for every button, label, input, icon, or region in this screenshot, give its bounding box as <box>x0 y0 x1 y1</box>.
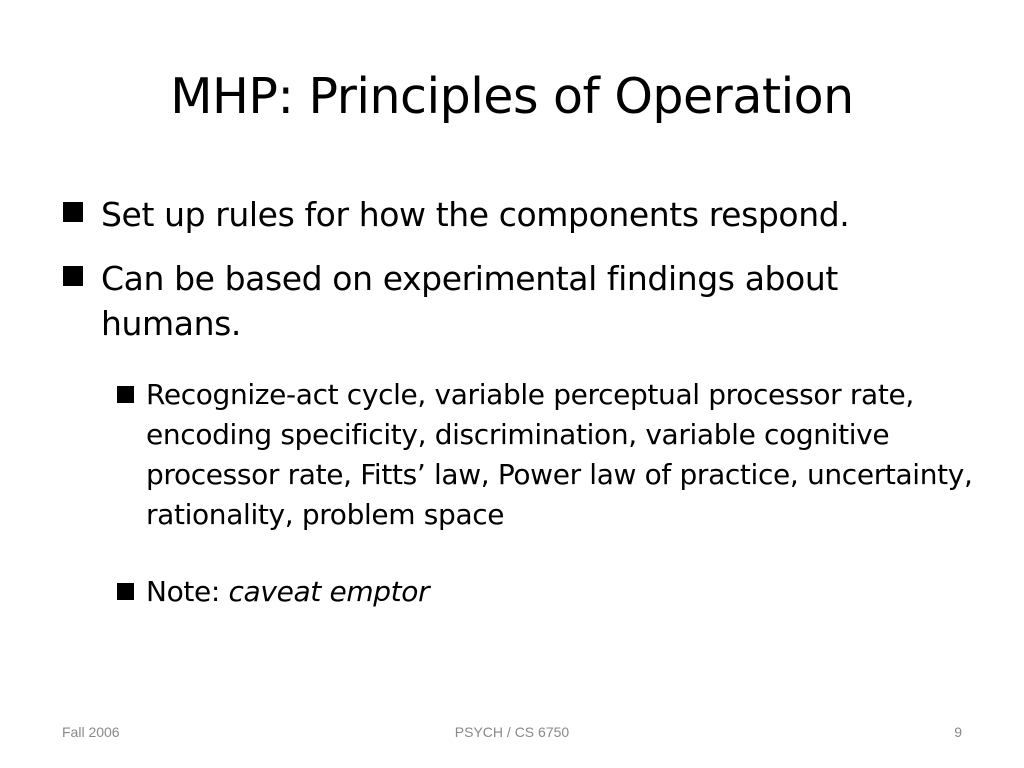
sub-bullet-text: Recognize-act cycle, variable perceptual processor rate, encoding specificity, discrimination, variable cognitive processor rate, Fitts’ law, Power law of practice, uncertainty, rationality, problem space <box>146 378 973 531</box>
note-emphasis: caveat emptor <box>228 575 430 608</box>
black-square-icon <box>117 583 134 600</box>
note-prefix: Note: <box>146 575 229 608</box>
black-square-icon <box>63 202 83 222</box>
black-square-icon <box>63 266 83 286</box>
slide-title: MHP: Principles of Operation <box>170 68 854 125</box>
footer-page-number: 9 <box>954 724 962 740</box>
bullet-text: Can be based on experimental findings about humans. <box>101 259 838 343</box>
footer-course: PSYCH / CS 6750 <box>454 724 570 740</box>
bullet-text: Set up rules for how the components respond. <box>101 195 850 234</box>
black-square-icon <box>117 386 134 403</box>
footer-date: Fall 2006 <box>62 724 120 740</box>
sub-bullet-text <box>146 572 976 612</box>
